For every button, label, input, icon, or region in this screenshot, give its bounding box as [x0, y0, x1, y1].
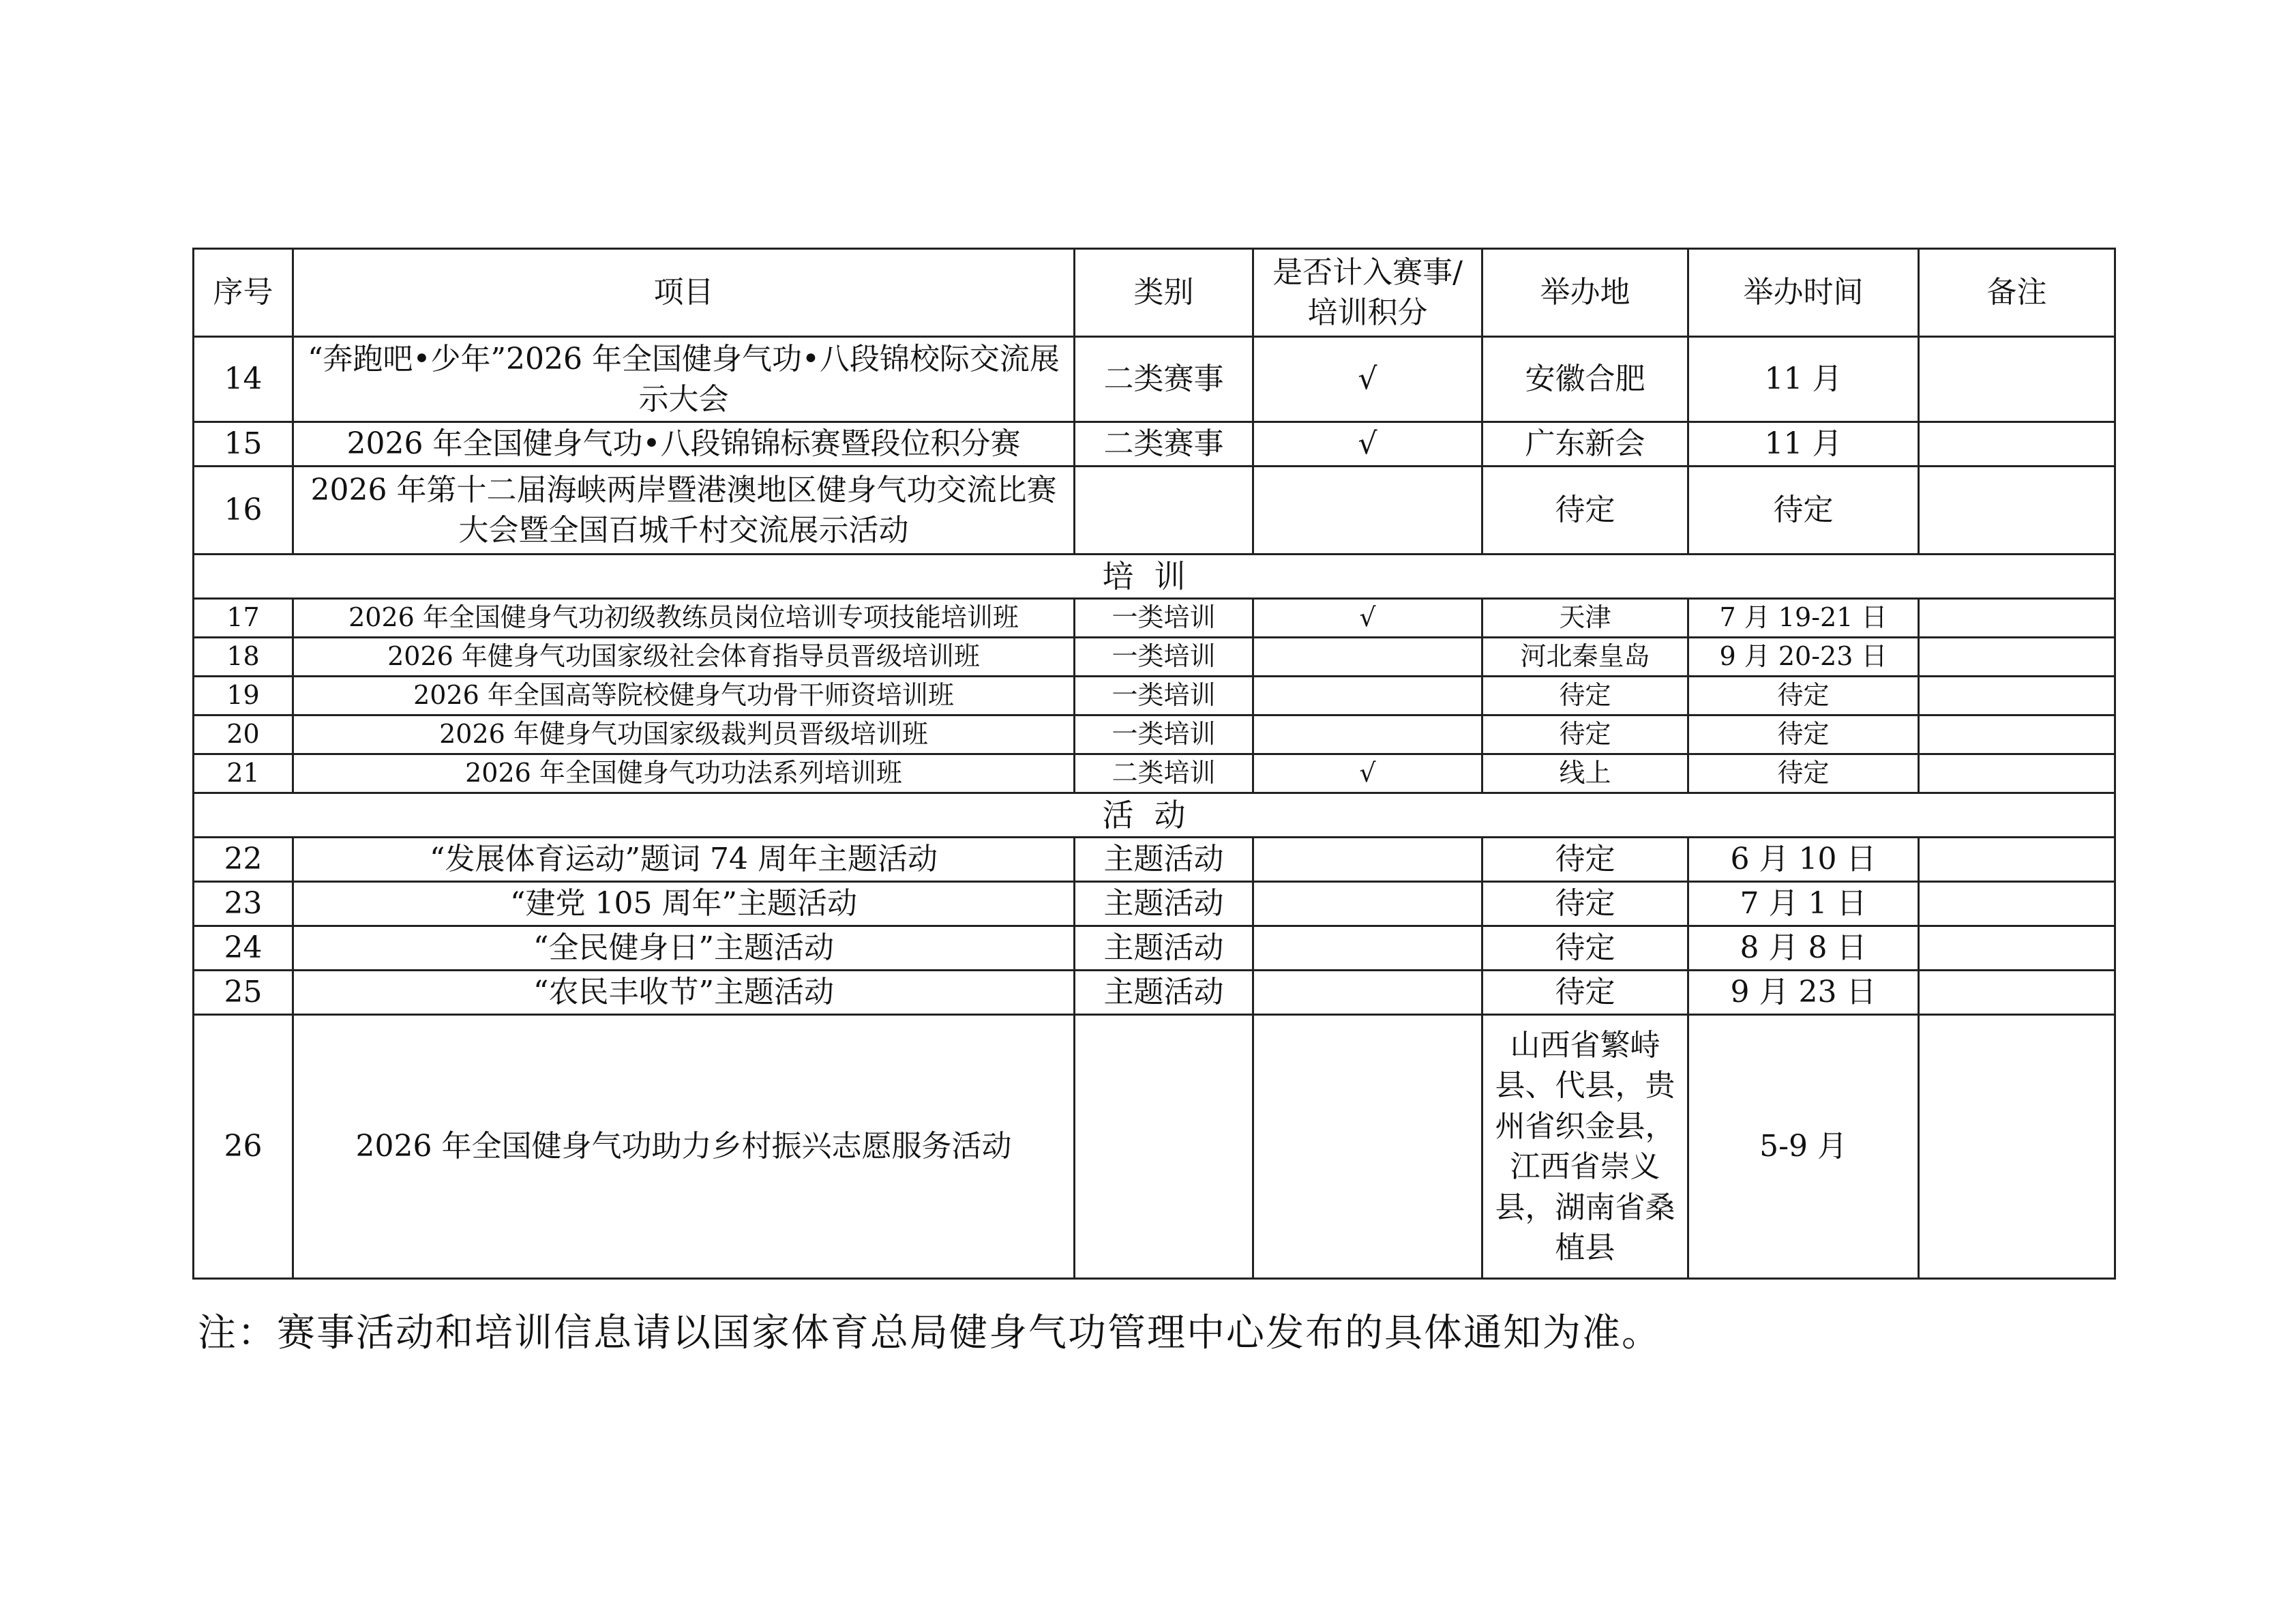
cell-seq: 25 [194, 971, 293, 1015]
cell-remark [1919, 1015, 2115, 1279]
cell-points-check [1253, 467, 1482, 555]
cell-time: 8 月 8 日 [1688, 926, 1919, 971]
cell-seq: 17 [194, 599, 293, 638]
cell-remark [1919, 422, 2115, 467]
table-row [194, 467, 2115, 555]
cell-time: 7 月 1 日 [1688, 882, 1919, 926]
table-row [194, 926, 2115, 971]
header-seq: 序号 [194, 249, 293, 337]
cell-remark [1919, 599, 2115, 638]
cell-venue: 安徽合肥 [1482, 337, 1688, 422]
cell-remark [1919, 971, 2115, 1015]
table-row [194, 1015, 2115, 1279]
cell-venue: 广东新会 [1482, 422, 1688, 467]
cell-remark [1919, 754, 2115, 793]
cell-venue: 待定 [1482, 677, 1688, 715]
cell-item: 2026 年全国健身气功功法系列培训班 [293, 754, 1075, 793]
header-points: 是否计入赛事/培训积分 [1253, 249, 1482, 337]
cell-time: 待定 [1688, 754, 1919, 793]
cell-seq: 22 [194, 838, 293, 882]
cell-item: 2026 年健身气功国家级社会体育指导员晋级培训班 [293, 638, 1075, 677]
cell-points-check [1253, 882, 1482, 926]
cell-remark [1919, 926, 2115, 971]
cell-seq: 19 [194, 677, 293, 715]
cell-seq: 15 [194, 422, 293, 467]
event-schedule-table [192, 248, 2116, 1280]
cell-venue: 待定 [1482, 715, 1688, 754]
table-row [194, 337, 2115, 422]
cell-seq: 20 [194, 715, 293, 754]
cell-points-check: √ [1253, 754, 1482, 793]
cell-time: 9 月 23 日 [1688, 971, 1919, 1015]
cell-time: 11 月 [1688, 337, 1919, 422]
cell-time: 5-9 月 [1688, 1015, 1919, 1279]
section-title-training: 培训 [194, 555, 2115, 599]
cell-seq: 16 [194, 467, 293, 555]
cell-time: 6 月 10 日 [1688, 838, 1919, 882]
header-remark: 备注 [1919, 249, 2115, 337]
cell-remark [1919, 677, 2115, 715]
cell-category: 二类赛事 [1075, 422, 1253, 467]
cell-category: 一类培训 [1075, 599, 1253, 638]
cell-venue: 线上 [1482, 754, 1688, 793]
cell-category: 主题活动 [1075, 926, 1253, 971]
cell-category: 主题活动 [1075, 882, 1253, 926]
cell-item: 2026 年健身气功国家级裁判员晋级培训班 [293, 715, 1075, 754]
header-time: 举办时间 [1688, 249, 1919, 337]
cell-points-check [1253, 926, 1482, 971]
table-row [194, 882, 2115, 926]
section-row-activities [194, 793, 2115, 838]
cell-seq: 14 [194, 337, 293, 422]
cell-venue: 待定 [1482, 467, 1688, 555]
cell-time: 待定 [1688, 677, 1919, 715]
cell-category: 主题活动 [1075, 838, 1253, 882]
cell-venue: 河北秦皇岛 [1482, 638, 1688, 677]
cell-remark [1919, 715, 2115, 754]
header-venue: 举办地 [1482, 249, 1688, 337]
cell-category [1075, 467, 1253, 555]
cell-points-check [1253, 971, 1482, 1015]
table-row [194, 638, 2115, 677]
cell-points-check [1253, 638, 1482, 677]
cell-remark [1919, 838, 2115, 882]
cell-item: 2026 年全国高等院校健身气功骨干师资培训班 [293, 677, 1075, 715]
cell-seq: 21 [194, 754, 293, 793]
cell-venue: 待定 [1482, 926, 1688, 971]
cell-item: “农民丰收节”主题活动 [293, 971, 1075, 1015]
cell-category: 一类培训 [1075, 677, 1253, 715]
cell-time: 11 月 [1688, 422, 1919, 467]
cell-points-check [1253, 1015, 1482, 1279]
cell-remark [1919, 467, 2115, 555]
cell-venue: 待定 [1482, 838, 1688, 882]
cell-seq: 23 [194, 882, 293, 926]
cell-time: 7 月 19-21 日 [1688, 599, 1919, 638]
cell-seq: 24 [194, 926, 293, 971]
table-row [194, 838, 2115, 882]
cell-item: “发展体育运动”题词 74 周年主题活动 [293, 838, 1075, 882]
cell-item: 2026 年全国健身气功助力乡村振兴志愿服务活动 [293, 1015, 1075, 1279]
cell-item: “全民健身日”主题活动 [293, 926, 1075, 971]
table-row [194, 677, 2115, 715]
cell-remark [1919, 337, 2115, 422]
cell-category: 一类培训 [1075, 638, 1253, 677]
cell-time: 待定 [1688, 467, 1919, 555]
cell-points-check [1253, 677, 1482, 715]
header-item: 项目 [293, 249, 1075, 337]
header-category: 类别 [1075, 249, 1253, 337]
footnote: 注：赛事活动和培训信息请以国家体育总局健身气功管理中心发布的具体通知为准。 [198, 1311, 1661, 1355]
cell-item: 2026 年全国健身气功•八段锦锦标赛暨段位积分赛 [293, 422, 1075, 467]
cell-remark [1919, 638, 2115, 677]
cell-venue: 天津 [1482, 599, 1688, 638]
section-title-activities: 活动 [194, 793, 2115, 838]
cell-seq: 26 [194, 1015, 293, 1279]
cell-item: “建党 105 周年”主题活动 [293, 882, 1075, 926]
cell-category: 二类培训 [1075, 754, 1253, 793]
cell-item: 2026 年全国健身气功初级教练员岗位培训专项技能培训班 [293, 599, 1075, 638]
section-row-training [194, 555, 2115, 599]
cell-seq: 18 [194, 638, 293, 677]
cell-time: 9 月 20-23 日 [1688, 638, 1919, 677]
cell-category: 二类赛事 [1075, 337, 1253, 422]
cell-item: 2026 年第十二届海峡两岸暨港澳地区健身气功交流比赛大会暨全国百城千村交流展示活动 [293, 467, 1075, 555]
cell-points-check [1253, 715, 1482, 754]
table-row [194, 971, 2115, 1015]
cell-points-check: √ [1253, 422, 1482, 467]
cell-points-check: √ [1253, 337, 1482, 422]
cell-venue: 待定 [1482, 971, 1688, 1015]
cell-remark [1919, 882, 2115, 926]
table-row [194, 422, 2115, 467]
cell-points-check: √ [1253, 599, 1482, 638]
cell-time: 待定 [1688, 715, 1919, 754]
cell-category: 主题活动 [1075, 971, 1253, 1015]
cell-points-check [1253, 838, 1482, 882]
cell-category: 一类培训 [1075, 715, 1253, 754]
cell-venue: 山西省繁峙县、代县，贵州省织金县，江西省崇义县，湖南省桑植县 [1482, 1015, 1688, 1279]
cell-item: “奔跑吧•少年”2026 年全国健身气功•八段锦校际交流展示大会 [293, 337, 1075, 422]
table-row [194, 754, 2115, 793]
table-row [194, 715, 2115, 754]
table-header-row [194, 249, 2115, 337]
cell-category [1075, 1015, 1253, 1279]
cell-venue: 待定 [1482, 882, 1688, 926]
table-row [194, 599, 2115, 638]
